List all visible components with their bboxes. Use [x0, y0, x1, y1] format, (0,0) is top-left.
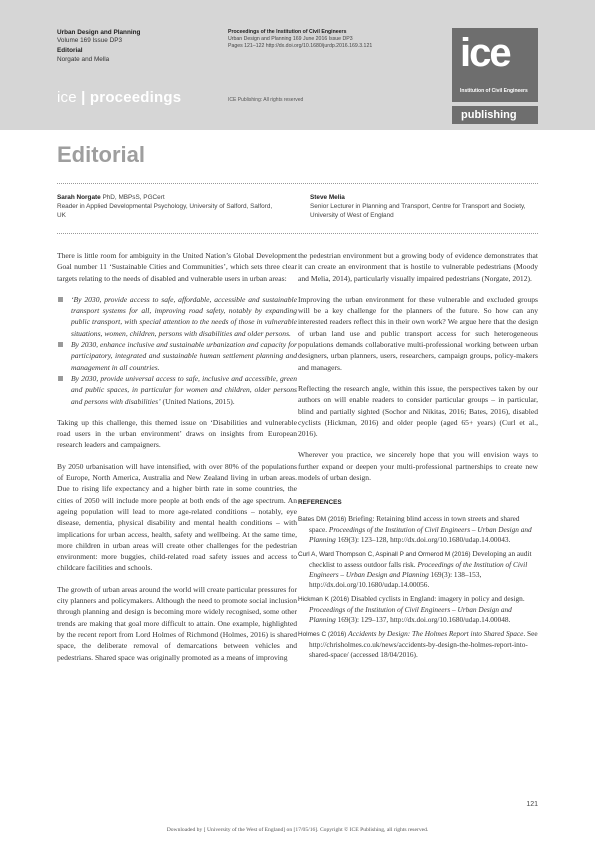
reference-item: Curl A, Ward Thompson C, Aspinall P and Ormerod M (2016) Developing an audit checklist to assess outdoor falls risk. Proceedings of the Institution of Civil Engineers – Urban Design and Planning 169(3): 138–153, http://dx.doi.org/10.1680/udap.14.00056.	[298, 548, 532, 590]
bullet-square-icon	[58, 342, 63, 347]
author-affiliation: Senior Lecturer in Planning and Transport, Centre for Transport and Society, University of West of England	[310, 203, 526, 219]
proceedings-title: Proceedings of the Institution of Civil Engineers	[228, 29, 347, 35]
brand-proceedings: proceedings	[89, 89, 182, 106]
list-item: By 2030, enhance inclusive and sustainable urbanization and capacity for participatory, integrated and sustainable human settlement planning and management in all countries.	[57, 339, 297, 373]
volume-issue: Volume 169 Issue DP3	[57, 37, 123, 45]
reference-item: Holmes C (2016) Accidents by Design: The Holmes Report into Shared Space. See http://chrisholmes.co.uk/news/accidents-by-design-the-holmes-report-into-shared-space/ (accessed 18/04/2016).	[298, 628, 538, 660]
logo-word: ice	[460, 31, 510, 75]
authors-short: Norgate and Mella	[57, 55, 110, 63]
bullet-square-icon	[58, 376, 63, 381]
paragraph: Taking up this challenge, this themed issue on ‘Disabilities and vulnerable road users in the urban environment’ draws on insights from European research leaders and campaigners.	[57, 417, 297, 450]
reference-item: Bates DM (2016) Briefing: Retaining blind access in town streets and shared space. Proceedings of the Institution of Civil Engineers – Urban Design and Planning 169(3): 123–128, http://dx.doi.org/10.1680/udap.14.00043.	[298, 513, 532, 545]
journal-header	[0, 0, 595, 130]
logo-bottom-block	[452, 106, 538, 124]
list-item: ‘By 2030, provide access to safe, affordable, accessible and sustainable transport systems for all, improving road safety, notably by expanding public transport, with special attention to the needs of those in vulnerable situations, women, children, persons with disabilities and older persons.	[57, 294, 297, 339]
proceedings-citation: Urban Design and Planning 169 June 2016 Issue DP3	[228, 36, 353, 43]
paragraph: Improving the urban environment for these vulnerable and excluded groups will be a key challenge for the planners of the future. So how can any interested readers reflect this in their own work? We argue here that the design of urban land use and public transport access for such heterogeneous populations demands collaborative multi-professional working between urban designers, urban planners, users, researchers, campaign groups, policy-makers and managers.	[298, 294, 538, 372]
page-number: 121	[526, 801, 538, 808]
logo-publishing: publishing	[461, 109, 517, 121]
paragraph: the pedestrian environment but a growing body of evidence demonstrates that it can create an environment that is hostile to vulnerable pedestrians (Moody and Melia, 2014), particularly visually impaired pedestrians (Norgate, 2012).	[298, 251, 538, 283]
article-type: Editorial	[57, 47, 83, 55]
target-list	[57, 294, 297, 407]
bullet-square-icon	[58, 297, 63, 302]
author-norgate	[57, 193, 277, 220]
right-column	[298, 250, 538, 664]
brand-ice: ice	[57, 89, 77, 106]
citation-info	[228, 29, 438, 51]
left-column	[57, 250, 297, 673]
page-title: Editorial	[57, 142, 146, 167]
logo-top-block	[452, 28, 538, 102]
proceedings-pages: Pages 121–122 http://dx.doi.org/10.1680/jurdp.2016.169.3.121	[228, 43, 373, 50]
brand-separator: |	[76, 89, 90, 106]
ice-publishing-logo	[452, 28, 538, 124]
divider	[57, 233, 538, 234]
rights-notice: ICE Publishing: All rights reserved	[228, 97, 304, 103]
paragraph: By 2050 urbanisation will have intensified, with over 80% of the populations of Europe, North America, Australia and New Zealand living in urban areas. Due to rising life expectancy and a higher birth rate in some countries, the cities of 2050 will include more people at both ends of the age spectrum. An ageing population will lead to more age-related conditions – notably, eye disease, dementia, physical disability and mental health conditions – with implications for urban access, health, safety and wellbeing. At the same time, more children in urban areas will create other challenges for the pedestrian environment: more buggies, child-related road safety issues and access to childcare facilities and schools.	[57, 461, 297, 573]
download-footer: Downloaded by [ University of the West of England] on [17/05/16]. Copyright © ICE Publishing, all rights reserved.	[166, 827, 429, 833]
logo-institution: Institution of Civil Engineers	[460, 88, 528, 94]
author-quals: PhD, MBPsS, PGCert	[100, 194, 165, 201]
references-heading: REFERENCES	[298, 499, 342, 507]
journal-info	[57, 29, 217, 64]
reference-item: Hickman K (2016) Disabled cyclists in England: imagery in policy and design. Proceedings of the Institution of Civil Engineers – Urban Design and Planning 169(3): 129–137, http://dx.doi.org/10.1680/udap.14.00048.	[298, 593, 525, 625]
paragraph: There is little room for ambiguity in the United Nation’s Global Development Goal number 11 ‘Sustainable Cities and Communities’, which sets three clear targets relating to the needs of disabled and vulnerable users in urban areas:	[57, 251, 297, 283]
paragraph: Reflecting the research angle, within this issue, the perspectives taken by our authors on will enable readers to consider particular groups – in particular, blind and partially sighted (Sochor and Nikitas, 2016; Bates, 2016), disabled cyclists (Hickman, 2016) and older people (aged 65+ years) (Curl et al., 2016).	[298, 383, 538, 439]
author-melia	[310, 193, 530, 220]
ice-proceedings-brand	[57, 89, 181, 106]
paragraph: The growth of urban areas around the world will create particular pressures for city planners and policymakers. Although the need to promote social inclusion through planning and design is becoming more widely recognised, some other trends are making that goal more difficult to attain. One example, highlighted by the recent report from Lord Holmes of Richmond (Holmes, 2016) is shared space, the deliberate removal of demarcations between vehicles and pedestrians. Shared space was originally promoted as a means of improving	[57, 584, 297, 662]
author-name: Steve Melia	[310, 194, 345, 201]
paragraph: Wherever you practice, we sincerely hope that you will envision ways to further expand or deepen your multi-professional partnerships to create new models of urban design.	[298, 450, 538, 483]
list-item: By 2030, provide universal access to safe, inclusive and accessible, green and public spaces, in particular for women and children, older persons and persons with disabilities’ (United Nations, 2015).	[57, 373, 297, 407]
divider	[57, 183, 538, 184]
journal-name: Urban Design and Planning	[57, 29, 141, 36]
author-affiliation: Reader in Applied Developmental Psychology, University of Salford, Salford, UK	[57, 203, 273, 219]
author-name: Sarah Norgate	[57, 194, 101, 201]
